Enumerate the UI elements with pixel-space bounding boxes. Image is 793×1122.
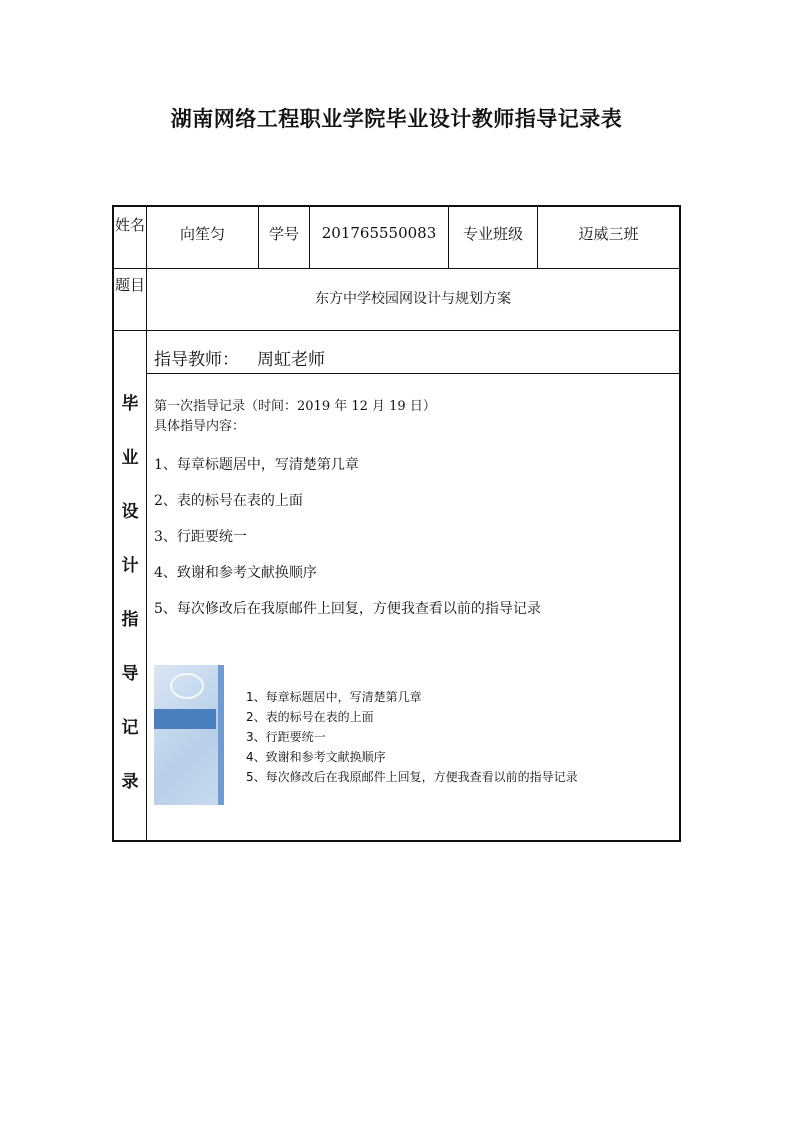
record-title: 第一次指导记录（时间：2019 年 12 月 19 日） [154,399,436,414]
guidance-item: 2、表的标号在表的上面 [154,493,303,509]
figure-decoration-panel [154,665,224,805]
guidance-item: 5、每次修改后在我原邮件上回复，方便我查看以前的指导记录 [154,601,541,617]
student-id-value: 201765550083 [321,224,437,242]
guidance-item: 4、致谢和参考文献换顺序 [154,565,317,581]
side-label-char: 计 [121,556,139,576]
figure-item: 5、每次修改后在我原邮件上回复，方便我查看以前的指导记录 [246,770,578,784]
side-label-char: 导 [121,664,139,684]
content-label: 具体指导内容： [154,419,246,434]
figure-accent-line [218,665,224,805]
side-label-char: 设 [121,502,139,522]
side-label-char: 毕 [121,394,139,414]
embedded-figure [154,665,634,805]
name-value: 向笙匀 [179,224,225,243]
class-label: 专业班级 [462,224,523,243]
figure-list [246,687,578,787]
side-label-char: 业 [121,448,139,468]
guidance-record-form [112,205,681,842]
side-label-char: 指 [121,610,139,630]
figure-item: 3、行距要统一 [246,730,326,744]
figure-item: 2、表的标号在表的上面 [246,710,374,724]
topic-value: 东方中学校园网设计与规划方案 [315,291,511,307]
document-title: 湖南网络工程职业学院毕业设计教师指导记录表 [170,107,623,131]
teacher-name: 周虹老师 [257,350,325,370]
guidance-item: 1、每章标题居中，写清楚第几章 [154,457,359,473]
teacher-label: 指导教师： [154,350,239,370]
name-label: 姓名 [115,216,146,234]
side-label-char: 录 [121,772,139,792]
side-label-char: 记 [121,718,139,738]
teacher-row-divider [146,373,679,374]
row-divider-2 [114,330,679,331]
student-id-label: 学号 [268,224,299,243]
decoration-shape [170,673,204,699]
topic-label: 题目 [115,276,146,294]
section-side-label [114,377,146,809]
figure-item: 1、每章标题居中，写清楚第几章 [246,690,422,704]
guidance-item: 3、行距要统一 [154,529,247,545]
class-value: 迈威三班 [578,224,639,243]
guidance-items [154,455,541,635]
record-header [154,397,436,437]
teacher-row [154,345,325,370]
figure-item: 4、致谢和参考文献换顺序 [246,750,386,764]
figure-accent-bar [154,709,216,729]
